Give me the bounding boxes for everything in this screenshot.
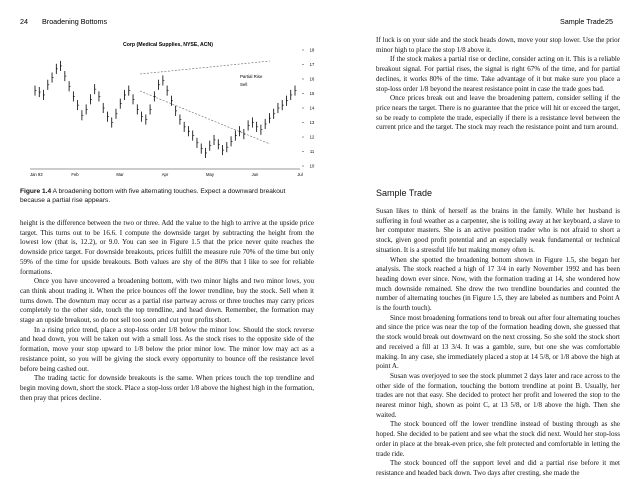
y-tick-label: 12 [309, 134, 315, 140]
left-column-paragraph: height is the difference between the two or three. Add the value to the high to arrive at the upside price target. This turns out to be 16.6. I compute the downside target by subtracting the height from the lowest low (that is, 12.2), or 9.0. You can see in Figure 1.5 that the price never quite reaches the downside price target. For downside breakouts, prices fulfill the measure rule 70% of the time but only 59% of the time for upside breakouts. Both values are shy of the 80% that I like to see for reliable formations. [20, 219, 314, 276]
y-tick-label: 15 [309, 91, 315, 96]
annotation-partial-rise: Partial Rise [240, 74, 263, 79]
figure-caption-label: Figure 1.4 [20, 188, 52, 195]
y-tick-label: 18 [309, 47, 315, 53]
y-tick-label: 16 [309, 76, 315, 82]
y-tick-label: 14 [309, 105, 315, 111]
price-chart [20, 36, 320, 181]
right-column-top-paragraph: If luck is on your side and the stock heads down, move your stop lower. Use the prior minor high to place the stop 1/8 above it. [376, 36, 620, 54]
x-tick-label: Mar [116, 172, 124, 177]
right-running-title: Sample Trade [560, 17, 605, 26]
figure-caption-text: A broadening bottom with five alternating touches. Expect a downward breakout because a partial rise appears. [20, 188, 286, 204]
left-running-title: Broadening Bottoms [42, 17, 108, 26]
right-column-bottom-text [376, 207, 620, 479]
right-column-top-paragraph: If the stock makes a partial rise or decline, consider acting on it. This is a reliable breakout signal. For partial rises, the signal is right 67% of the time, and for partial declines, it works 80% of the time. Take advantage of it but make sure you place a stop-loss order 1/8 beyond the nearest resistance point in case the trade goes bad. [376, 55, 620, 93]
right-column-bottom-paragraph: Since most broadening formations tend to break out after four alternating touches and since the price was near the top of the formation heading down, she guessed that the stock would break out downward on the next crossing. So she sold the stock short and received a fill at 13 3/4. It was a gamble, sure, but one she was comfortable making. In any case, she immediately placed a stop at 14 5/8, or 1/8 above the high at point A. [376, 313, 620, 371]
x-tick-label: Jul [297, 172, 303, 177]
right-column-bottom-paragraph: The stock bounced off the lower trendline instead of busting through as she hoped. She decided to be patient and see what the stock did next. Would her stop-loss order in place at the break-even price, she felt protected and comfortable in letting the trade ride. [376, 420, 620, 458]
right-page-number: 25 [605, 17, 613, 26]
left-column-paragraph: In a rising price trend, place a stop-loss order 1/8 below the minor low. Should the stock reverse and head down, you will be taken out with a small loss. As the stock rises to the opposite side of the formation, move your stop upward to 1/8 below the prior minor low. The minor low may act as a resistance point, so you will be giving the stock every opportunity to bounce off the resistance level before being cashed out. [20, 325, 314, 373]
left-page-number: 24 [20, 17, 28, 26]
y-tick-label: 13 [309, 120, 315, 125]
right-column-bottom-paragraph: When she spotted the broadening bottom shown in Figure 1.5, she began her analysis. The stock reached a high of 17 3/4 in early November 1992 and has been heading down ever since. Now, with the formation trading at 14, she wondered how much downside remained. She drew the two trendline boundaries and counted the number of alternating touches (in Figure 1.5, they are labeled as numbers and Point A is the fourth touch). [376, 255, 620, 313]
annotation-sell: Sell [240, 82, 248, 87]
y-tick-label: 11 [309, 149, 315, 154]
right-column-bottom-paragraph: Susan was overjoyed to see the stock plummet 2 days later and race across to the other side of the formation, touching the bottom trendline at point B. Usually, her trades are not that easy. She decided to protect her profit and lowered the stop to the nearest minor high, shown as point C, at 13 5/8, or 1/8 above the high. Then she waited. [376, 371, 620, 419]
x-tick-label: Feb [71, 172, 79, 177]
right-column-bottom-paragraph: Susan likes to think of herself as the brains in the family. While her husband is suffering in foul weather as a carpenter, she is toiling away at her keyboard, a slave to her computer masters. She is an active position trader who is not afraid to short a stock, given good profit potential and an especially weak fundamental or technical situation. It is a stressful life but making money often is. [376, 207, 620, 254]
y-tick-label: 10 [309, 163, 315, 169]
chart-title: Corp (Medical Supplies, NYSE, ACN) [122, 42, 214, 48]
left-column-paragraph: The trading tactic for downside breakouts is the same. When prices touch the top trendline and begin moving down, short the stock. Place a stop-loss order 1/8 above the highest high in the formation, then pray that prices decline. [20, 374, 314, 402]
x-tick-label: May [206, 172, 214, 177]
right-column-top-text [376, 36, 620, 133]
section-heading-sample-trade: Sample Trade [376, 188, 433, 198]
right-column-bottom-paragraph: The stock bounced off the support level and did a partial rise before it met resistance and headed back down. Two days after cresting, she made the [376, 459, 620, 477]
left-column-paragraph: Once you have uncovered a broadening bottom, with two minor highs and two minor lows, you can think about trading it. When the price bounces off the lower trendline, buy the stock. Sell when it turns down. The downturn may occur as a partial rise partway across or three touches may carry prices completely to the other side, touch the top trendline, and head down. Remember, the formation may stage an upside breakout, so do not sell too soon and cut your profits short. [20, 277, 314, 325]
y-tick-label: 17 [309, 62, 315, 67]
x-tick-label: Jun [251, 172, 259, 177]
right-column-top-paragraph: Once prices break out and leave the broadening pattern, consider selling if the price nears the target. There is no guarantee that the price will hit or exceed the target, so be ready to complete the trade, especially if there is a resistance level between the current price and the target. The stock may reach the resistance point and turn around. [376, 94, 620, 132]
figure-caption [20, 187, 310, 205]
left-column-text [20, 219, 314, 403]
x-tick-label: Apr [161, 172, 169, 177]
x-tick-label: Jan 93 [30, 172, 43, 177]
